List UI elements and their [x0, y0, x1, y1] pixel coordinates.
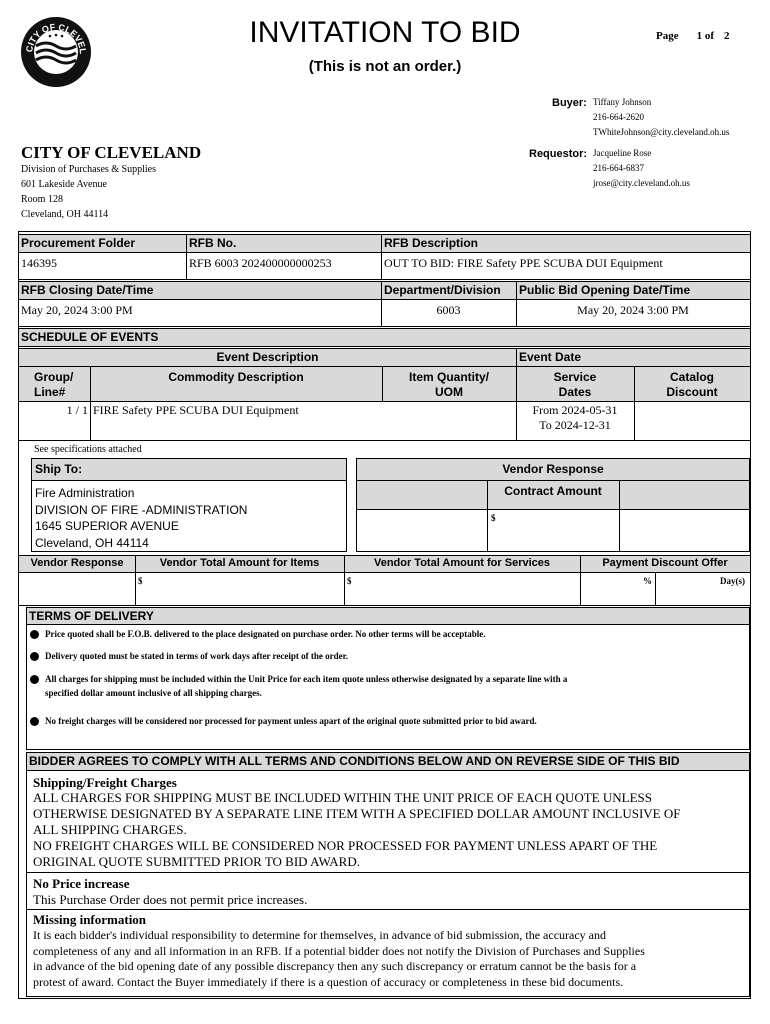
total-items-col: Vendor Total Amount for Items [159, 557, 320, 569]
items-dollar-sign: $ [138, 576, 143, 586]
opening-date-value: May 20, 2024 3:00 PM [577, 303, 689, 317]
requestor-phone: 216-664-6837 [593, 163, 644, 173]
event-date-header: Event Date [519, 350, 582, 364]
total-services-col: Vendor Total Amount for Services [373, 557, 551, 569]
terms-conditions-title: BIDDER AGREES TO COMPLY WITH ALL TERMS AND CONDITIONS BELOW AND ON REVERSE SIDE OF THIS BID [29, 754, 680, 768]
ship-to-label: Ship To: [35, 462, 83, 476]
services-dollar-sign: $ [347, 576, 352, 586]
department-value: 6003 [436, 303, 461, 317]
vendor-response-input[interactable] [20, 574, 134, 604]
ship-to-line1: Fire Administration [35, 486, 135, 500]
delivery-term-2: Delivery quoted must be stated in terms of work days after receipt of the order. [45, 651, 349, 661]
service-dates-header: Service Dates [553, 370, 597, 399]
no-price-increase-title: No Price increase [33, 876, 130, 891]
service-date-from: From 2024-05-31 [532, 403, 618, 417]
line-number: 1 / 1 [66, 403, 88, 417]
item-quantity-header: Item Quantity/ UOM [408, 370, 489, 399]
ship-to-line4: Cleveland, OH 44114 [35, 536, 149, 550]
group-line-header: Group/ Line# [34, 370, 74, 399]
vendor-response-title: Vendor Response [502, 462, 604, 476]
bullet-2 [30, 652, 39, 661]
ship-to-line3: 1645 SUPERIOR AVENUE [35, 519, 179, 533]
requestor-label: Requestor: [529, 148, 588, 160]
rfb-no-label: RFB No. [189, 236, 237, 250]
bullet-3 [30, 675, 39, 684]
document-title: INVITATION TO BID [249, 16, 521, 49]
shipping-charges-text: ALL CHARGES FOR SHIPPING MUST BE INCLUDED WITHIN THE UNIT PRICE OF EACH QUOTE UNLESS OTHERWISE DESIGNATED BY A SEPARATE LINE ITEM WITH A SPECIFIED DOLLAR AMOUNT INCLUSIVE OF ALL SHIPPING CHARGES. NO FREIGHT CHARGES WILL BE CONSIDERED NOR PROCESSED FOR PAYMENT UNLESS APART OF THE ORIGINAL QUOTE SUBMITTED PRIOR TO BID AWARD. [33, 790, 681, 869]
discount-days-label: Day(s) [720, 576, 745, 586]
delivery-term-3-cont: specified dollar amount inclusive of all shipping charges. [45, 688, 262, 698]
city-seal [20, 14, 92, 90]
contract-amount-input[interactable] [500, 511, 616, 549]
shipping-charges-title: Shipping/Freight Charges [33, 775, 177, 790]
commodity-description: FIRE Safety PPE SCUBA DUI Equipment [93, 403, 299, 417]
buyer-label: Buyer: [552, 97, 587, 109]
contract-amount-dollar: $ [491, 513, 496, 523]
buyer-name: Tiffany Johnson [593, 97, 652, 107]
no-price-increase-text: This Purchase Order does not permit price increases. [33, 892, 308, 907]
org-city: Cleveland, OH 44114 [21, 209, 109, 220]
buyer-phone: 216-664-2620 [593, 112, 644, 122]
service-date-to: To 2024-12-31 [539, 418, 611, 432]
department-label: Department/Division [384, 283, 501, 297]
contract-amount-label: Contract Amount [504, 484, 602, 498]
catalog-discount-header: Catalog Discount [666, 370, 718, 399]
specifications-note: See specifications attached [34, 444, 142, 455]
page-number: Page 1 of 2 [656, 30, 730, 42]
discount-percent-sign: % [643, 576, 652, 586]
rfb-no-value: RFB 6003 202400000000253 [189, 256, 332, 270]
procurement-folder-value: 146395 [21, 256, 57, 270]
missing-information-text: It is each bidder's individual responsibility to determine for themselves, in advance of bid submission, the accuracy and completeness of any and all information in an RFB. If a potential bidder does not notify the Division of Purchases and Supplies in advance of the bid opening date of any possible discrepancy then any such discrepancy or erratum cannot be the basis for a protest of award. Contact the Buyer immediately if there is a question of accuracy or completeness in these bid documents. [33, 928, 645, 989]
svg-text:CITY OF CLEVELAND OHIO: CITY OF CLEVEL [23, 21, 89, 55]
discount-percent-input[interactable] [582, 574, 640, 604]
vendor-response-col: Vendor Response [30, 557, 124, 569]
bullet-1 [30, 630, 39, 639]
schedule-title: SCHEDULE OF EVENTS [21, 330, 159, 344]
closing-date-label: RFB Closing Date/Time [21, 283, 154, 297]
delivery-term-3: All charges for shipping must be included within the Unit Price for each item quote unless otherwise designated by a separate line with a [45, 674, 568, 684]
org-name: CITY OF CLEVELAND [21, 143, 202, 162]
missing-information-title: Missing information [33, 912, 147, 927]
requestor-email[interactable]: jrose@city.cleveland.oh.us [593, 178, 690, 188]
opening-date-label: Public Bid Opening Date/Time [519, 283, 691, 297]
commodity-description-header: Commodity Description [168, 370, 304, 384]
rfb-description-value: OUT TO BID: FIRE Safety PPE SCUBA DUI Equipment [384, 256, 663, 270]
procurement-folder-label: Procurement Folder [21, 236, 136, 250]
ship-to-line2: DIVISION OF FIRE -ADMINISTRATION [35, 503, 248, 517]
bullet-4 [30, 717, 39, 726]
total-items-input[interactable] [146, 574, 342, 604]
discount-days-input[interactable] [657, 574, 717, 604]
delivery-term-4: No freight charges will be considered nor processed for payment unless apart of the original quote submitted prior to bid award. [45, 716, 537, 726]
event-description-header: Event Description [216, 350, 319, 364]
document-subtitle: (This is not an order.) [308, 58, 462, 75]
payment-discount-col: Payment Discount Offer [602, 557, 728, 569]
terms-of-delivery-title: TERMS OF DELIVERY [29, 609, 154, 623]
org-room: Room 128 [21, 194, 63, 205]
buyer-email[interactable]: TWhiteJohnson@city.cleveland.oh.us [593, 127, 730, 137]
requestor-name: Jacqueline Rose [593, 148, 652, 158]
delivery-term-1: Price quoted shall be F.O.B. delivered to the place designated on purchase order. No other terms will be acceptable. [45, 629, 486, 639]
total-services-input[interactable] [355, 574, 578, 604]
org-street: 601 Lakeside Avenue [21, 179, 107, 190]
rfb-description-label: RFB Description [384, 236, 479, 250]
closing-date-value: May 20, 2024 3:00 PM [21, 303, 133, 317]
org-division: Division of Purchases & Supplies [21, 164, 156, 175]
